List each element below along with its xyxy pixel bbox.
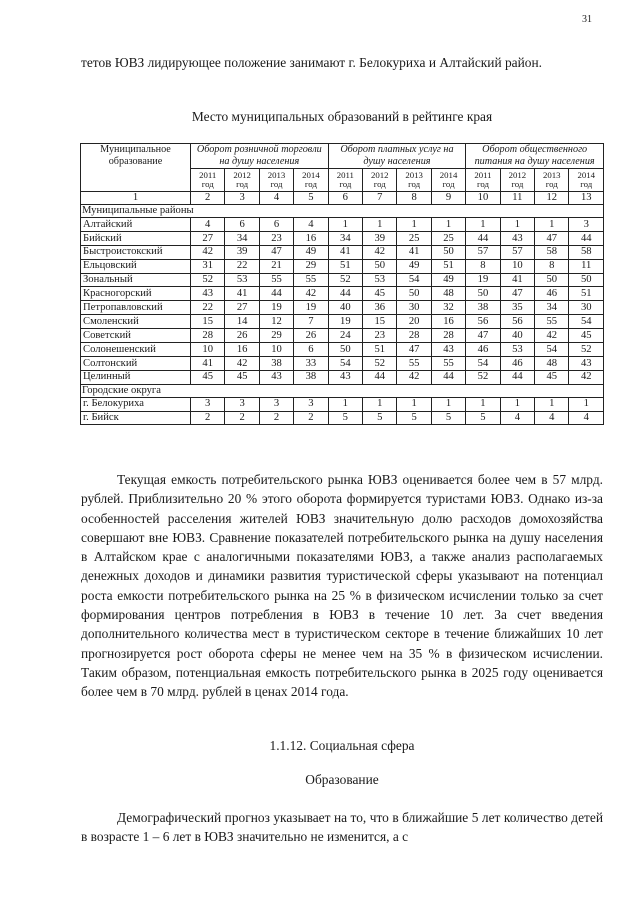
rank-cell: 4 [569, 411, 604, 425]
rank-cell: 5 [431, 411, 465, 425]
column-number: 9 [431, 192, 465, 205]
rank-cell: 56 [466, 315, 500, 329]
header-year: 2011 год [466, 169, 500, 192]
section-heading: 1.1.12. Социальная сфера [269, 738, 415, 753]
rank-cell: 10 [259, 343, 293, 357]
rank-cell: 27 [225, 301, 259, 315]
municipality-name: Солонешенский [81, 343, 191, 357]
rank-cell: 16 [294, 231, 328, 245]
rank-cell: 19 [466, 273, 500, 287]
rank-cell: 51 [363, 343, 397, 357]
column-number-row [81, 192, 604, 205]
rank-cell: 56 [500, 315, 534, 329]
rank-cell: 42 [294, 287, 328, 301]
rank-cell: 42 [191, 245, 225, 259]
rank-cell: 1 [535, 397, 569, 411]
rank-cell: 1 [328, 218, 362, 232]
rank-cell: 15 [191, 315, 225, 329]
rank-cell: 28 [191, 329, 225, 343]
rank-cell: 39 [225, 245, 259, 259]
rank-cell: 45 [535, 370, 569, 384]
rank-cell: 55 [431, 356, 465, 370]
header-year: 2012 год [225, 169, 259, 192]
rank-cell: 1 [569, 397, 604, 411]
rank-cell: 54 [466, 356, 500, 370]
municipality-name: Солтонский [81, 356, 191, 370]
table-row [81, 329, 604, 343]
rank-cell: 1 [500, 218, 534, 232]
header-year: 2011 год [328, 169, 362, 192]
rank-cell: 2 [225, 411, 259, 425]
column-number: 11 [500, 192, 534, 205]
rank-cell: 54 [397, 273, 431, 287]
header-year: 2014 год [294, 169, 328, 192]
rank-cell: 43 [191, 287, 225, 301]
rank-cell: 28 [397, 329, 431, 343]
rank-cell: 41 [328, 245, 362, 259]
rank-cell: 30 [397, 301, 431, 315]
rank-cell: 39 [363, 231, 397, 245]
rank-cell: 50 [363, 259, 397, 273]
rank-cell: 4 [191, 218, 225, 232]
column-number: 8 [397, 192, 431, 205]
rank-cell: 45 [225, 370, 259, 384]
rank-cell: 42 [535, 329, 569, 343]
rank-cell: 21 [259, 259, 293, 273]
table-row [81, 301, 604, 315]
municipality-name: Советский [81, 329, 191, 343]
rank-cell: 3 [225, 397, 259, 411]
rank-cell: 52 [569, 343, 604, 357]
rank-cell: 46 [535, 287, 569, 301]
rank-cell: 1 [363, 218, 397, 232]
rank-cell: 53 [225, 273, 259, 287]
rank-cell: 42 [569, 370, 604, 384]
rank-cell: 29 [294, 259, 328, 273]
rank-cell: 41 [191, 356, 225, 370]
column-number: 12 [535, 192, 569, 205]
table-row [81, 397, 604, 411]
municipality-name: Смоленский [81, 315, 191, 329]
municipality-name: Целинный [81, 370, 191, 384]
column-number: 10 [466, 192, 500, 205]
header-year: 2014 год [569, 169, 604, 192]
section-title: Городские округа [81, 384, 604, 397]
table-header [81, 144, 604, 192]
page-number: 31 [582, 14, 592, 25]
rank-cell: 15 [363, 315, 397, 329]
rank-cell: 42 [363, 245, 397, 259]
header-year: 2013 год [397, 169, 431, 192]
rank-cell: 30 [569, 301, 604, 315]
header-year: 2011 год [191, 169, 225, 192]
paragraph-consumer-market: Текущая емкость потребительского рынка ЮВЗ оценивается более чем в 57 млрд. рублей. Приблизительно 20 % этого оборота формируется туристами ЮВЗ. Однако из-за особенностей расселения жителей ЮВЗ значительную долю расходов домохозяйства совершают вне ЮВЗ. Сравнение показателей потребительского рынка на душу населения в Алтайском крае с аналогичными показателями ЮВЗ, а также анализ располагаемых денежных доходов и динамики развития туристической сферы указывают на потенциал роста емкости потребительского рынка на 25 % в физическом исчислении только за счет формирования центров потребления в ЮВЗ в течение 10 лет. За счет введения дополнительного количества мест в туристическом секторе в течение ближайших 10 лет прогнозируется рост оборота сферы не менее чем на 35 % в физическом исчислении. Таким образом, потенциальная емкость потребительского рынка в 2025 году оценивается более чем в 70 млрд. рублей в ценах 2014 года. [81, 472, 603, 700]
header-year: 2014 год [431, 169, 465, 192]
section-row [81, 384, 604, 397]
rank-cell: 54 [328, 356, 362, 370]
municipality-name: г. Белокуриха [81, 397, 191, 411]
rank-cell: 58 [535, 245, 569, 259]
rank-cell: 26 [294, 329, 328, 343]
rank-cell: 5 [466, 411, 500, 425]
rank-cell: 58 [569, 245, 604, 259]
rank-cell: 1 [535, 218, 569, 232]
rank-cell: 7 [294, 315, 328, 329]
intro-paragraph: тетов ЮВЗ лидирующее положение занимают г. Белокуриха и Алтайский район. [81, 55, 542, 70]
section-title: Муниципальные районы [81, 205, 604, 218]
rank-cell: 43 [431, 343, 465, 357]
table-title: Место муниципальных образований в рейтинге края [191, 109, 493, 124]
column-number: 7 [363, 192, 397, 205]
rank-cell: 49 [294, 245, 328, 259]
municipality-name: Быстроистокский [81, 245, 191, 259]
table-row [81, 218, 604, 232]
rank-cell: 34 [328, 231, 362, 245]
table-row [81, 411, 604, 425]
rank-cell: 31 [191, 259, 225, 273]
rank-cell: 44 [431, 370, 465, 384]
rank-cell: 45 [569, 329, 604, 343]
rank-cell: 38 [259, 356, 293, 370]
rank-cell: 38 [294, 370, 328, 384]
rank-cell: 3 [294, 397, 328, 411]
rank-cell: 1 [431, 218, 465, 232]
rank-cell: 1 [466, 218, 500, 232]
rank-cell: 11 [569, 259, 604, 273]
rank-cell: 12 [259, 315, 293, 329]
municipality-name: Алтайский [81, 218, 191, 232]
rank-cell: 43 [500, 231, 534, 245]
column-number: 3 [225, 192, 259, 205]
table-row [81, 315, 604, 329]
municipality-name: Красногорский [81, 287, 191, 301]
rank-cell: 55 [535, 315, 569, 329]
rank-cell: 57 [466, 245, 500, 259]
rank-cell: 55 [294, 273, 328, 287]
rank-cell: 51 [328, 259, 362, 273]
rank-cell: 50 [466, 287, 500, 301]
rank-cell: 49 [431, 273, 465, 287]
rank-cell: 45 [191, 370, 225, 384]
rank-cell: 10 [500, 259, 534, 273]
rank-cell: 52 [191, 273, 225, 287]
rank-cell: 52 [328, 273, 362, 287]
rank-cell: 3 [569, 218, 604, 232]
rank-cell: 45 [363, 287, 397, 301]
municipality-name: Петропавловский [81, 301, 191, 315]
municipality-name: Бийский [81, 231, 191, 245]
rank-cell: 5 [397, 411, 431, 425]
column-number: 2 [191, 192, 225, 205]
rank-cell: 44 [466, 231, 500, 245]
rank-cell: 50 [397, 287, 431, 301]
rank-cell: 3 [191, 397, 225, 411]
table-row [81, 231, 604, 245]
municipality-name: Зональный [81, 273, 191, 287]
column-number: 13 [569, 192, 604, 205]
rank-cell: 4 [294, 218, 328, 232]
rank-cell: 52 [466, 370, 500, 384]
rank-cell: 43 [259, 370, 293, 384]
rank-cell: 43 [328, 370, 362, 384]
rank-cell: 6 [225, 218, 259, 232]
table-row [81, 356, 604, 370]
rank-cell: 6 [259, 218, 293, 232]
rank-cell: 27 [191, 231, 225, 245]
rank-cell: 22 [225, 259, 259, 273]
rank-cell: 50 [569, 273, 604, 287]
rank-cell: 1 [431, 397, 465, 411]
rank-cell: 43 [569, 356, 604, 370]
rank-cell: 50 [535, 273, 569, 287]
rank-cell: 5 [328, 411, 362, 425]
rank-cell: 44 [363, 370, 397, 384]
rank-cell: 2 [294, 411, 328, 425]
rank-cell: 57 [500, 245, 534, 259]
rank-cell: 10 [191, 343, 225, 357]
rank-cell: 47 [397, 343, 431, 357]
paragraph-demography: Демографический прогноз указывает на то, что в ближайшие 5 лет количество детей в возрасте 1 – 6 лет в ЮВЗ значительно не изменится, а с [81, 810, 603, 845]
rank-cell: 35 [500, 301, 534, 315]
rank-cell: 36 [363, 301, 397, 315]
rank-cell: 51 [569, 287, 604, 301]
table-row [81, 259, 604, 273]
header-year: 2013 год [259, 169, 293, 192]
header-retail: Оборот розничной торговли на душу населения [191, 144, 329, 169]
rank-cell: 5 [363, 411, 397, 425]
table-body [81, 192, 604, 425]
rank-cell: 33 [294, 356, 328, 370]
section-row [81, 205, 604, 218]
rank-cell: 19 [328, 315, 362, 329]
municipality-name: Ельцовский [81, 259, 191, 273]
table-row [81, 245, 604, 259]
rank-cell: 44 [500, 370, 534, 384]
rank-cell: 46 [500, 356, 534, 370]
subsection-heading: Образование [305, 772, 379, 787]
rank-cell: 40 [500, 329, 534, 343]
rank-cell: 50 [431, 245, 465, 259]
rank-cell: 48 [431, 287, 465, 301]
rank-cell: 25 [397, 231, 431, 245]
rank-cell: 24 [328, 329, 362, 343]
rank-cell: 14 [225, 315, 259, 329]
header-catering: Оборот общественного питания на душу населения [466, 144, 604, 169]
rank-cell: 41 [500, 273, 534, 287]
column-number: 5 [294, 192, 328, 205]
rank-cell: 55 [259, 273, 293, 287]
rank-cell: 34 [535, 301, 569, 315]
header-services: Оборот платных услуг на душу населения [328, 144, 466, 169]
rank-cell: 1 [363, 397, 397, 411]
rank-cell: 55 [397, 356, 431, 370]
rank-cell: 25 [431, 231, 465, 245]
rank-cell: 52 [363, 356, 397, 370]
rank-cell: 19 [259, 301, 293, 315]
rank-cell: 6 [294, 343, 328, 357]
rank-cell: 23 [363, 329, 397, 343]
rating-table [80, 143, 604, 425]
rank-cell: 8 [535, 259, 569, 273]
column-number: 1 [81, 192, 191, 205]
rank-cell: 1 [328, 397, 362, 411]
rank-cell: 54 [535, 343, 569, 357]
rank-cell: 1 [500, 397, 534, 411]
header-municipality: Муниципальное образование [81, 144, 191, 192]
rank-cell: 1 [397, 397, 431, 411]
rank-cell: 34 [225, 231, 259, 245]
rank-cell: 47 [535, 231, 569, 245]
table-row [81, 287, 604, 301]
table-row [81, 343, 604, 357]
rank-cell: 40 [328, 301, 362, 315]
table-row [81, 273, 604, 287]
rank-cell: 19 [294, 301, 328, 315]
rank-cell: 32 [431, 301, 465, 315]
rank-cell: 28 [431, 329, 465, 343]
rank-cell: 53 [500, 343, 534, 357]
rank-cell: 50 [328, 343, 362, 357]
rank-cell: 3 [259, 397, 293, 411]
header-year: 2012 год [363, 169, 397, 192]
rank-cell: 1 [397, 218, 431, 232]
rank-cell: 53 [363, 273, 397, 287]
rank-cell: 42 [225, 356, 259, 370]
rank-cell: 49 [397, 259, 431, 273]
column-number: 4 [259, 192, 293, 205]
rank-cell: 23 [259, 231, 293, 245]
rank-cell: 16 [431, 315, 465, 329]
rank-cell: 29 [259, 329, 293, 343]
rank-cell: 41 [225, 287, 259, 301]
rank-cell: 42 [397, 370, 431, 384]
rank-cell: 54 [569, 315, 604, 329]
header-year: 2012 год [500, 169, 534, 192]
rank-cell: 47 [500, 287, 534, 301]
table-row [81, 370, 604, 384]
rank-cell: 44 [259, 287, 293, 301]
rank-cell: 22 [191, 301, 225, 315]
rank-cell: 4 [500, 411, 534, 425]
rank-cell: 44 [328, 287, 362, 301]
rank-cell: 8 [466, 259, 500, 273]
rank-cell: 44 [569, 231, 604, 245]
rank-cell: 20 [397, 315, 431, 329]
column-number: 6 [328, 192, 362, 205]
rank-cell: 46 [466, 343, 500, 357]
rank-cell: 51 [431, 259, 465, 273]
rank-cell: 48 [535, 356, 569, 370]
rank-cell: 41 [397, 245, 431, 259]
rank-cell: 26 [225, 329, 259, 343]
rank-cell: 47 [466, 329, 500, 343]
rank-cell: 2 [259, 411, 293, 425]
municipality-name: г. Бийск [81, 411, 191, 425]
rank-cell: 38 [466, 301, 500, 315]
rank-cell: 2 [191, 411, 225, 425]
rank-cell: 1 [466, 397, 500, 411]
rank-cell: 4 [535, 411, 569, 425]
header-year: 2013 год [535, 169, 569, 192]
rank-cell: 47 [259, 245, 293, 259]
rank-cell: 16 [225, 343, 259, 357]
